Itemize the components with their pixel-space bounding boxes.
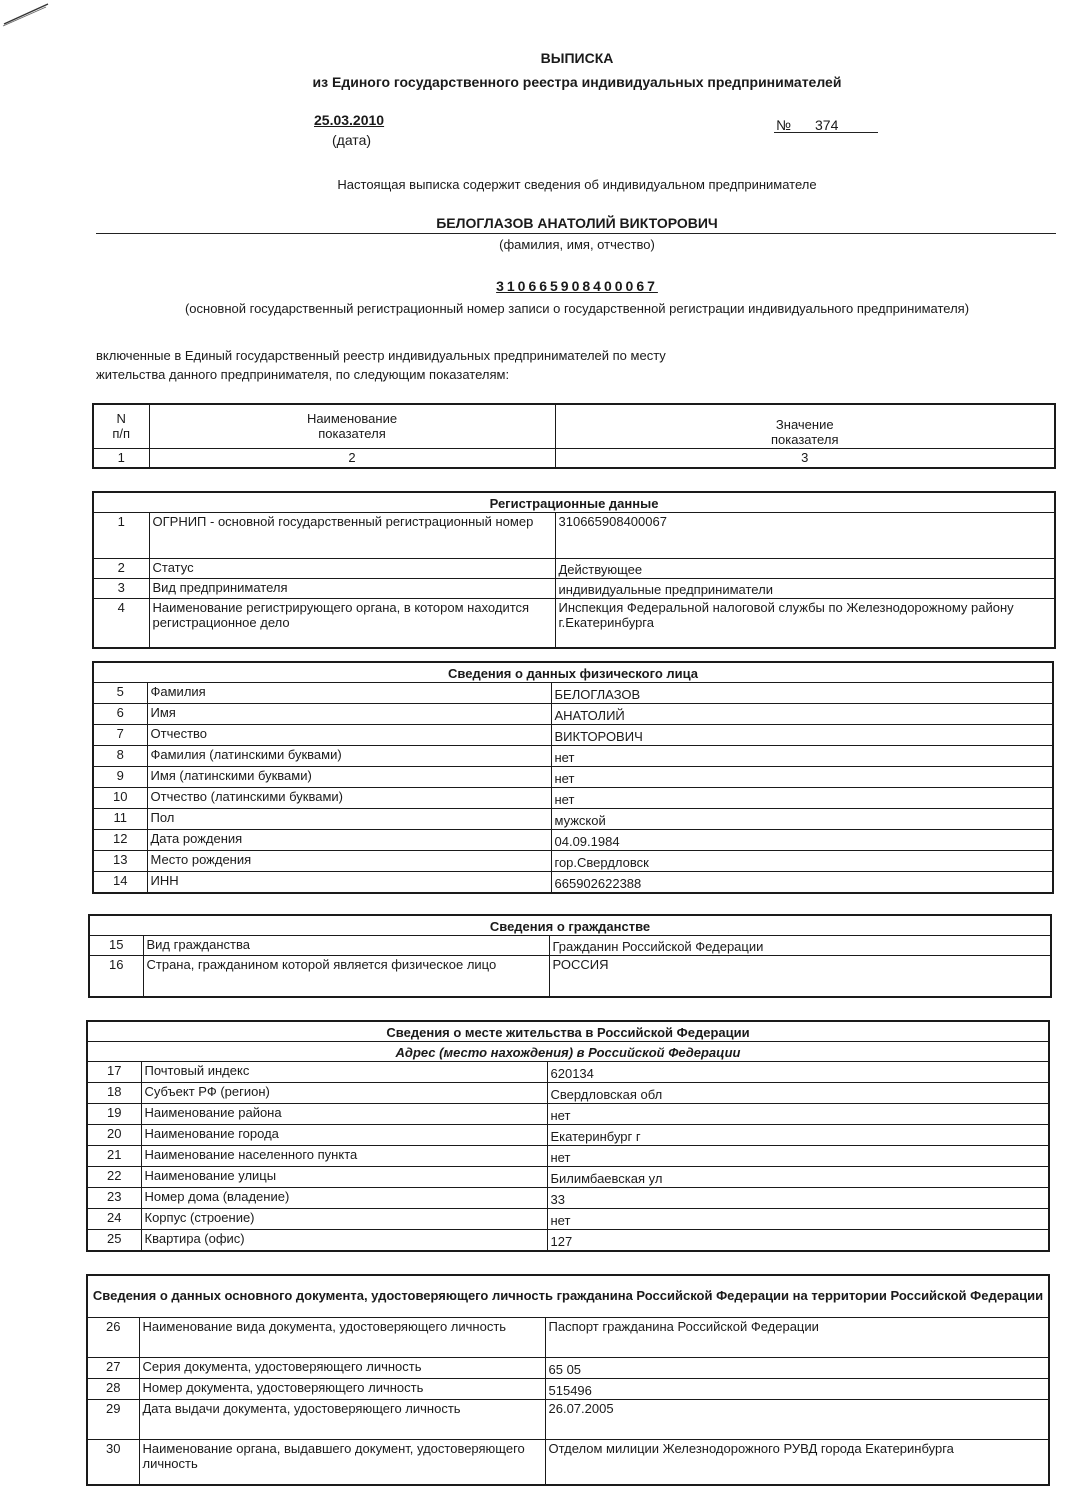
row-value: Паспорт гражданина Российской Федерации xyxy=(545,1317,1049,1357)
table-row xyxy=(93,598,1055,648)
row-number: 21 xyxy=(87,1145,141,1166)
row-value: индивидуальные предприниматели xyxy=(555,578,1055,598)
section-title: Сведения о гражданстве xyxy=(89,915,1051,935)
row-name: Наименование регистрирующего органа, в котором находится регистрационное дело xyxy=(149,598,555,648)
document-subtitle: из Единого государственного реестра индивидуальных предпринимателей xyxy=(312,74,842,90)
ogrnip-number: 310665908400067 xyxy=(496,278,658,294)
table-row xyxy=(89,935,1051,955)
section-title: Регистрационные данные xyxy=(93,492,1055,512)
row-value: нет xyxy=(551,745,1053,766)
header-index-2: 2 xyxy=(149,448,555,468)
row-value: БЕЛОГЛАЗОВ xyxy=(551,682,1053,703)
table-row xyxy=(93,682,1053,703)
section-title: Сведения о данных основного документа, удостоверяющего личность гражданина Российской Федерации на территории Российской Федерации xyxy=(87,1275,1049,1317)
row-number: 11 xyxy=(93,808,147,829)
row-number: 10 xyxy=(93,787,147,808)
row-name: Вид предпринимателя xyxy=(149,578,555,598)
included-text xyxy=(96,346,796,384)
row-number: 22 xyxy=(87,1166,141,1187)
row-number: 28 xyxy=(87,1378,139,1399)
row-name: Фамилия xyxy=(147,682,551,703)
extract-number: 374 xyxy=(815,117,839,133)
row-number: 24 xyxy=(87,1208,141,1229)
row-name: Наименование вида документа, удостоверяющего личность xyxy=(139,1317,545,1357)
row-number: 9 xyxy=(93,766,147,787)
section-person xyxy=(92,661,1054,894)
row-value: нет xyxy=(551,766,1053,787)
section-identity-document xyxy=(86,1274,1050,1486)
table-row xyxy=(89,955,1051,997)
table-row xyxy=(93,512,1055,558)
row-name: ИНН xyxy=(147,871,551,893)
row-number: 27 xyxy=(87,1357,139,1378)
table-row xyxy=(87,1187,1049,1208)
row-name: Субъект РФ (регион) xyxy=(141,1082,547,1103)
row-name: Почтовый индекс xyxy=(141,1061,547,1082)
row-number: 1 xyxy=(93,512,149,558)
row-value: 665902622388 xyxy=(551,871,1053,893)
row-value: АНАТОЛИЙ xyxy=(551,703,1053,724)
row-value: нет xyxy=(547,1208,1049,1229)
row-number: 12 xyxy=(93,829,147,850)
row-number: 13 xyxy=(93,850,147,871)
table-row xyxy=(93,766,1053,787)
table-row xyxy=(87,1229,1049,1251)
row-value: 620134 xyxy=(547,1061,1049,1082)
row-value: Действующее xyxy=(555,558,1055,578)
row-number: 3 xyxy=(93,578,149,598)
pen-mark-icon xyxy=(0,0,60,30)
row-number: 15 xyxy=(89,935,143,955)
row-name: Наименование населенного пункта xyxy=(141,1145,547,1166)
row-number: 17 xyxy=(87,1061,141,1082)
header-index-1: 1 xyxy=(93,448,149,468)
table-row xyxy=(87,1061,1049,1082)
row-value: 26.07.2005 xyxy=(545,1399,1049,1439)
row-name: Имя xyxy=(147,703,551,724)
row-value: Свердловская обл xyxy=(547,1082,1049,1103)
included-text-line: жительства данного предпринимателя, по следующим показателям: xyxy=(96,367,510,382)
header-col-name: Наименование показателя xyxy=(149,404,555,448)
row-name: Статус xyxy=(149,558,555,578)
person-name-underline xyxy=(96,233,1056,234)
extract-number-label: № xyxy=(776,117,792,133)
row-value: Инспекция Федеральной налоговой службы по Железнодорожному району г.Екатеринбурга xyxy=(555,598,1055,648)
section-residence xyxy=(86,1020,1050,1252)
row-name: Наименование города xyxy=(141,1124,547,1145)
intro-text: Настоящая выписка содержит сведения об индивидуальном предпринимателе xyxy=(337,177,817,192)
row-name: Отчество (латинскими буквами) xyxy=(147,787,551,808)
row-value: Билимбаевская ул xyxy=(547,1166,1049,1187)
row-value: 127 xyxy=(547,1229,1049,1251)
row-value: мужской xyxy=(551,808,1053,829)
row-number: 7 xyxy=(93,724,147,745)
table-row xyxy=(87,1317,1049,1357)
table-row xyxy=(87,1439,1049,1485)
row-name: Место рождения xyxy=(147,850,551,871)
row-value: 04.09.1984 xyxy=(551,829,1053,850)
row-number: 26 xyxy=(87,1317,139,1357)
row-number: 18 xyxy=(87,1082,141,1103)
table-row xyxy=(93,808,1053,829)
row-number: 4 xyxy=(93,598,149,648)
row-name: Отчество xyxy=(147,724,551,745)
document-title: ВЫПИСКА xyxy=(540,50,614,66)
person-name: БЕЛОГЛАЗОВ АНАТОЛИЙ ВИКТОРОВИЧ xyxy=(436,215,718,231)
row-number: 2 xyxy=(93,558,149,578)
row-value: Екатеринбург г xyxy=(547,1124,1049,1145)
row-value: 310665908400067 xyxy=(555,512,1055,558)
row-name: Страна, гражданином которой является физическое лицо xyxy=(143,955,549,997)
extract-date-label: (дата) xyxy=(332,132,372,148)
table-row xyxy=(93,724,1053,745)
table-row xyxy=(87,1378,1049,1399)
row-name: Дата рождения xyxy=(147,829,551,850)
section-title: Сведения о месте жительства в Российской Федерации xyxy=(87,1021,1049,1041)
row-name: Наименование улицы xyxy=(141,1166,547,1187)
row-value: РОССИЯ xyxy=(549,955,1051,997)
table-row xyxy=(93,703,1053,724)
table-row xyxy=(93,558,1055,578)
included-text-line: включенные в Единый государственный реестр индивидуальных предпринимателей по месту xyxy=(96,348,666,363)
row-name: Квартира (офис) xyxy=(141,1229,547,1251)
row-number: 16 xyxy=(89,955,143,997)
table-row xyxy=(87,1399,1049,1439)
row-number: 29 xyxy=(87,1399,139,1439)
table-row xyxy=(87,1082,1049,1103)
section-registration xyxy=(92,491,1056,649)
section-subtitle: Адрес (место нахождения) в Российской Федерации xyxy=(87,1041,1049,1061)
table-row xyxy=(87,1124,1049,1145)
row-name: Наименование органа, выдавшего документ, удостоверяющего личность xyxy=(139,1439,545,1485)
row-number: 19 xyxy=(87,1103,141,1124)
row-name: ОГРНИП - основной государственный регистрационный номер xyxy=(149,512,555,558)
row-name: Корпус (строение) xyxy=(141,1208,547,1229)
row-name: Номер документа, удостоверяющего личность xyxy=(139,1378,545,1399)
table-row xyxy=(93,871,1053,893)
row-number: 8 xyxy=(93,745,147,766)
row-number: 25 xyxy=(87,1229,141,1251)
person-name-label: (фамилия, имя, отчество) xyxy=(499,237,655,252)
row-value: 515496 xyxy=(545,1378,1049,1399)
table-row xyxy=(93,787,1053,808)
row-name: Наименование района xyxy=(141,1103,547,1124)
row-name: Пол xyxy=(147,808,551,829)
row-value: нет xyxy=(547,1103,1049,1124)
row-name: Серия документа, удостоверяющего личность xyxy=(139,1357,545,1378)
section-citizenship xyxy=(88,914,1052,998)
section-title: Сведения о данных физического лица xyxy=(93,662,1053,682)
row-name: Вид гражданства xyxy=(143,935,549,955)
table-row xyxy=(93,745,1053,766)
row-name: Имя (латинскими буквами) xyxy=(147,766,551,787)
row-value: нет xyxy=(551,787,1053,808)
row-number: 23 xyxy=(87,1187,141,1208)
row-value: гор.Свердловск xyxy=(551,850,1053,871)
row-value: Отделом милиции Железнодорожного РУВД города Екатеринбурга xyxy=(545,1439,1049,1485)
table-row xyxy=(93,850,1053,871)
table-row xyxy=(87,1208,1049,1229)
row-name: Номер дома (владение) xyxy=(141,1187,547,1208)
header-col-value: Значение показателя xyxy=(555,404,1055,448)
row-number: 5 xyxy=(93,682,147,703)
header-col-number: N п/п xyxy=(93,404,149,448)
row-number: 14 xyxy=(93,871,147,893)
table-row xyxy=(93,829,1053,850)
row-value: Гражданин Российской Федерации xyxy=(549,935,1051,955)
table-row xyxy=(87,1145,1049,1166)
table-row xyxy=(93,578,1055,598)
extract-number-underline xyxy=(774,132,878,133)
row-number: 20 xyxy=(87,1124,141,1145)
table-row xyxy=(87,1103,1049,1124)
row-value: 33 xyxy=(547,1187,1049,1208)
row-number: 6 xyxy=(93,703,147,724)
row-value: ВИКТОРОВИЧ xyxy=(551,724,1053,745)
ogrnip-label: (основной государственный регистрационный номер записи о государственной регистрации индивидуального предпринимателя) xyxy=(184,301,970,316)
header-table xyxy=(92,403,1056,469)
row-name: Дата выдачи документа, удостоверяющего личность xyxy=(139,1399,545,1439)
header-index-3: 3 xyxy=(555,448,1055,468)
row-value: нет xyxy=(547,1145,1049,1166)
extract-date: 25.03.2010 xyxy=(314,112,385,128)
table-row xyxy=(87,1357,1049,1378)
row-name: Фамилия (латинскими буквами) xyxy=(147,745,551,766)
row-value: 65 05 xyxy=(545,1357,1049,1378)
table-row xyxy=(87,1166,1049,1187)
row-number: 30 xyxy=(87,1439,139,1485)
